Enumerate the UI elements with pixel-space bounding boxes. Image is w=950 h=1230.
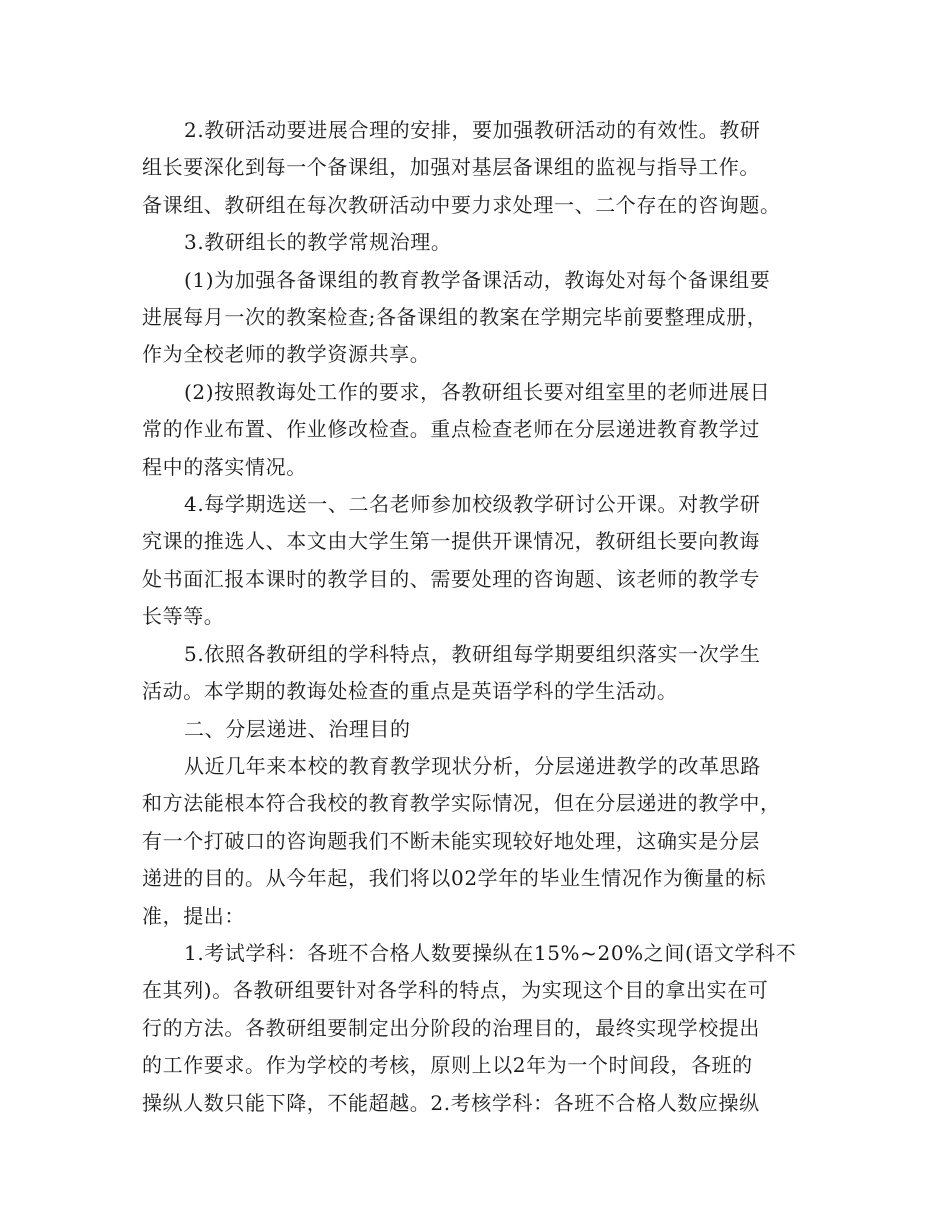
text-line: (2)按照教诲处工作的要求，各教研组长要对组室里的老师进展日 <box>184 379 771 404</box>
text-line: 究课的推选人、本文由大学生第一提供开课情况，教研组长要向教诲 <box>142 529 760 554</box>
text-line: 2.教研活动要进展合理的安排，要加强教研活动的有效性。教研 <box>184 118 761 142</box>
text-line: 在其列)。各教研组要针对各学科的特点，为实现这个目的拿出实在可 <box>142 978 769 1003</box>
text-line: 常的作业布置、作业修改检查。重点检查老师在分层递进教育教学过 <box>142 417 760 442</box>
text-line: 组长要深化到每一个备课组，加强对基层备课组的监视与指导工作。 <box>142 155 760 180</box>
text-line: 操纵人数只能下降，不能超越。2.考核学科：各班不合格人数应操纵 <box>142 1090 760 1115</box>
text-line: (1)为加强各备课组的教育教学备课活动，教诲处对每个备课组要 <box>184 267 771 292</box>
text-line: 和方法能根本符合我校的教育教学实际情况，但在分层递进的教学中， <box>142 791 781 816</box>
text-line: 1.考试学科：各班不合格人数要操纵在15%~20%之间(语文学科不 <box>184 940 797 965</box>
document-body <box>142 112 812 1122</box>
text-line: 进展每月一次的教案检查;各备课组的教案在学期完毕前要整理成册， <box>142 305 768 330</box>
text-line: 处书面汇报本课时的教学目的、需要处理的咨询题、该老师的教学专 <box>142 566 760 591</box>
text-line: 递进的目的。从今年起，我们将以02学年的毕业生情况作为衡量的标 <box>142 866 767 891</box>
text-line: 5.依照各教研组的学科特点，教研组每学期要组织落实一次学生 <box>184 641 761 666</box>
text-line: 的工作要求。作为学校的考核，原则上以2年为一个时间段，各班的 <box>142 1053 753 1078</box>
text-line: 作为全校老师的教学资源共享。 <box>142 342 431 367</box>
text-line: 长等等。 <box>142 604 225 629</box>
text-line: 备课组、教研组在每次教研活动中要力求处理一、二个存在的咨询题。 <box>142 192 781 217</box>
text-line: 活动。本学期的教诲处检查的重点是英语学科的学生活动。 <box>142 679 678 704</box>
text-line: 3.教研组长的教学常规治理。 <box>184 230 452 255</box>
text-line: 有一个打破口的咨询题我们不断未能实现较好地处理，这确实是分层 <box>142 828 760 853</box>
text-line: 程中的落实情况。 <box>142 454 307 479</box>
text-line: 准，提出： <box>142 903 245 928</box>
text-line: 行的方法。各教研组要制定出分阶段的治理目的，最终实现学校提出 <box>142 1015 760 1040</box>
text-line: 二、分层递进、治理目的 <box>184 716 411 741</box>
text-line: 从近几年来本校的教育教学现状分析，分层递进教学的改革思路 <box>184 753 761 778</box>
text-line: 4.每学期选送一、二名老师参加校级教学研讨公开课。对教学研 <box>184 492 761 517</box>
